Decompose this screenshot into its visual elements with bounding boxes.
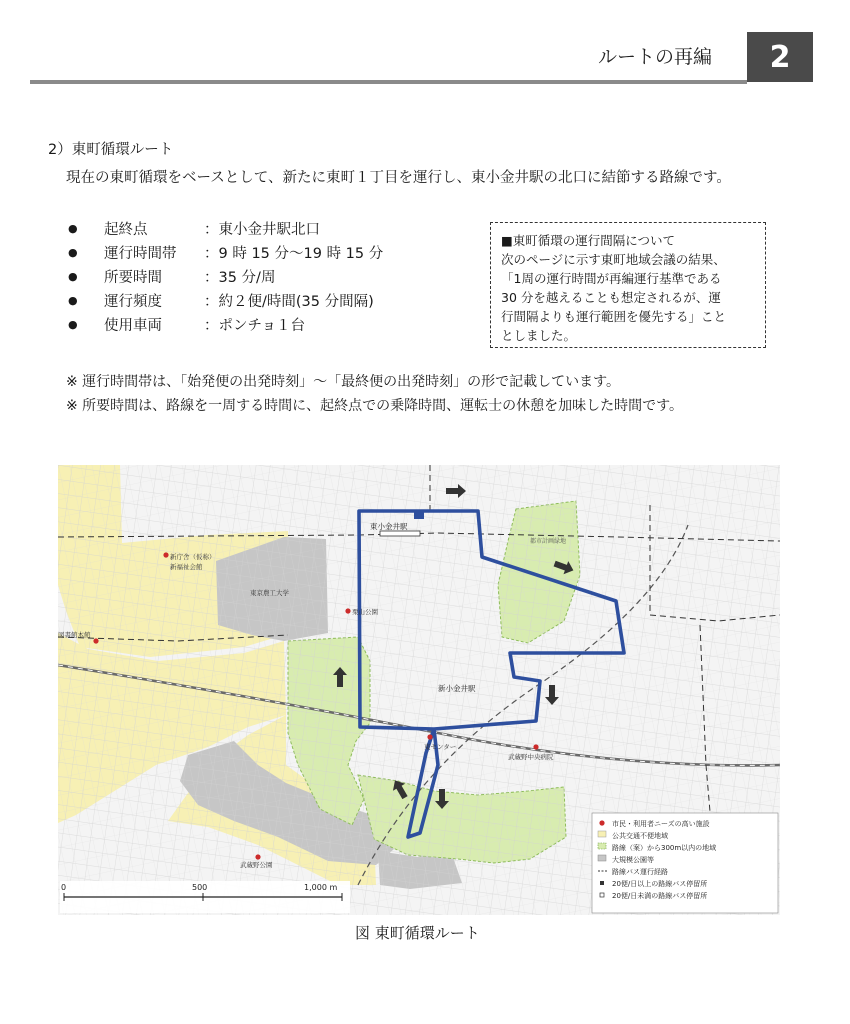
note-line: ■東町循環の運行間隔について <box>501 233 676 248</box>
bullet-icon: ● <box>68 269 78 283</box>
legend-swatch <box>600 881 604 885</box>
legend-swatch <box>600 893 604 897</box>
spec-label: 運行頻度 <box>104 293 162 310</box>
spec-label: 所要時間 <box>104 269 162 286</box>
route-map <box>58 465 780 915</box>
spec-label: 起終点 <box>104 221 148 238</box>
spec-item <box>68 240 383 264</box>
scale-tick-label: 500 <box>192 883 208 892</box>
legend-swatch <box>599 820 604 825</box>
facility-marker <box>255 854 260 859</box>
legend-label: 大規模公園等 <box>612 856 654 864</box>
spec-item <box>68 288 383 312</box>
remark-line: ※ 運行時間帯は、「始発便の出発時刻」～「最終便の出発時刻」の形で記載しています。 <box>66 374 621 390</box>
facility-label: 武蔵野中央病院 <box>508 753 554 761</box>
facility-label: 栗山公園 <box>352 608 378 616</box>
note-line: 行間隔よりも運行範囲を優先する」こと <box>501 309 727 324</box>
bullet-icon: ● <box>68 221 78 235</box>
map-legend <box>592 813 778 913</box>
scale-bar <box>60 881 350 913</box>
spec-label: 使用車両 <box>104 317 162 334</box>
station-label: 東小金井駅 <box>370 522 408 531</box>
facility-label: 新庁舎（仮称） <box>170 553 216 561</box>
figure-caption: 図 東町循環ルート <box>355 924 480 942</box>
spec-list <box>68 216 383 336</box>
facility-label: 武蔵野公園 <box>240 861 273 869</box>
legend-swatch <box>598 831 606 837</box>
spec-item <box>68 216 383 240</box>
facility-marker <box>533 744 538 749</box>
header-rule <box>30 80 747 84</box>
spec-value: ：約２便/時間(35 分間隔) <box>204 293 374 310</box>
legend-label: 路線バス運行経路 <box>612 868 668 876</box>
spec-value: ：9 時 15 分～19 時 15 分 <box>204 245 384 262</box>
spec-value: ：35 分/周 <box>204 269 276 286</box>
scale-tick-label: 1,000 m <box>304 883 338 892</box>
facility-marker <box>93 638 98 643</box>
spec-item <box>68 312 383 336</box>
spec-item <box>68 264 383 288</box>
legend-label: 20便/日未満の路線バス停留所 <box>612 892 708 900</box>
note-line: 次のページに示す東町地域会議の結果、 <box>501 252 726 267</box>
facility-marker <box>345 608 350 613</box>
facility-label: 東京農工大学 <box>250 589 289 597</box>
note-line: としました。 <box>501 328 577 343</box>
station-label: 新小金井駅 <box>438 684 476 693</box>
spec-value: ：東小金井駅北口 <box>204 221 320 238</box>
terminal-marker <box>414 511 424 519</box>
remark-line: ※ 所要時間は、路線を一周する時間に、起終点での乗降時間、運転士の休憩を加味した時間です。 <box>66 398 684 414</box>
legend-swatch <box>598 855 606 861</box>
legend-label: 公共交通不便地域 <box>612 832 668 840</box>
bullet-icon: ● <box>68 317 78 331</box>
spec-label: 運行時間帯 <box>104 245 177 262</box>
facility-label: 新福祉会館 <box>170 563 203 571</box>
remarks <box>66 370 683 418</box>
scale-tick-label: 0 <box>61 883 67 892</box>
note-line: 「1周の運行時間が再編運行基準である <box>501 271 722 286</box>
facility-label: 図書館本館 <box>58 631 91 639</box>
spec-value: ：ポンチョ１台 <box>204 317 306 334</box>
page-section-title: ルートの再編 <box>598 46 713 68</box>
interval-note-box <box>490 222 766 348</box>
bullet-icon: ● <box>68 293 78 307</box>
legend-label: 市民・利用者ニーズの高い施設 <box>612 820 710 828</box>
legend-swatch <box>598 843 606 849</box>
facility-marker <box>427 734 432 739</box>
chapter-number: 2 <box>747 32 813 82</box>
section-description: 現在の東町循環をベースとして、新たに東町１丁目を運行し、東小金井駅の北口に結節する路線です。 <box>66 170 731 186</box>
station-marker <box>380 531 420 536</box>
section-title: 2）東町循環ルート <box>48 142 174 158</box>
bullet-icon: ● <box>68 245 78 259</box>
legend-label: 路線（案）から300m以内の地域 <box>612 844 717 852</box>
legend-label: 20便/日以上の路線バス停留所 <box>612 880 708 888</box>
green-area-label: 都市計画緑地 <box>530 538 567 545</box>
facility-marker <box>163 552 168 557</box>
facility-label: 東センター <box>424 743 457 751</box>
note-line: 30 分を越えることも想定されるが、運 <box>501 290 721 305</box>
